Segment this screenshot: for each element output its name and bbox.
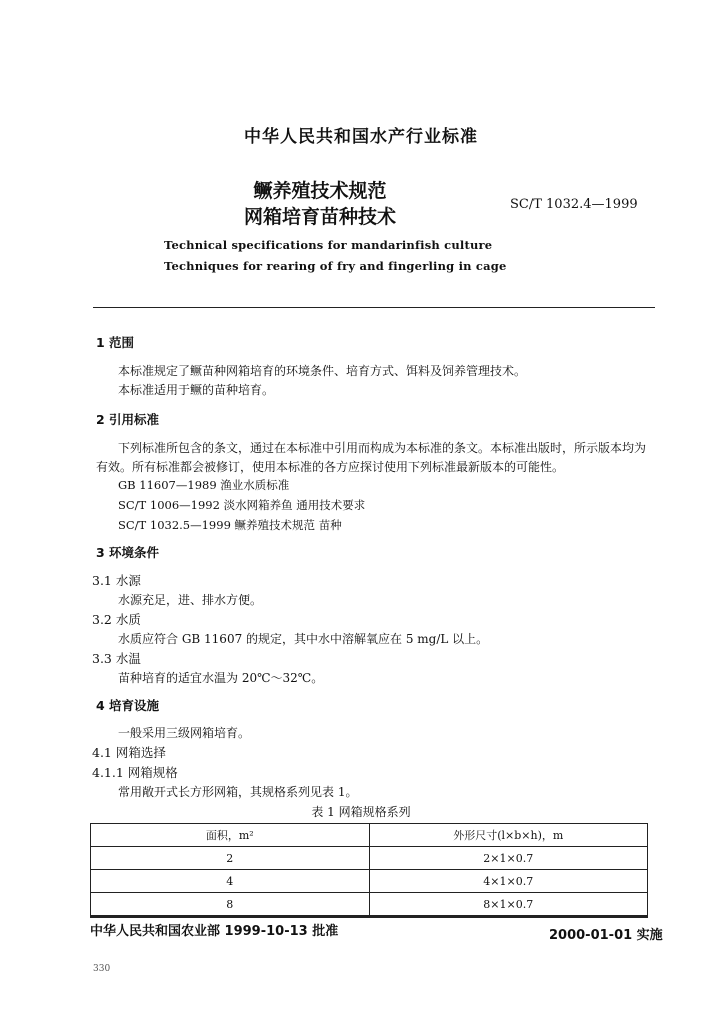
english-title-line2: Techniques for rearing of fry and fingerling in cage [164,259,507,273]
net-cage-spec-table [90,823,648,916]
table-cell: 2×1×0.7 [369,847,648,870]
section-2-heading: 2 引用标准 [96,412,160,427]
section-4-1-heading: 4.1 网箱选择 [92,745,166,760]
table-row [91,870,648,893]
reference-item: GB 11607—1989 渔业水质标准 [118,478,290,492]
section-4-heading: 4 培育设施 [96,698,160,713]
section-4-1-1-heading: 4.1.1 网箱规格 [92,765,178,780]
table-row [91,847,648,870]
table-row [91,893,648,916]
section-3-heading: 3 环境条件 [96,545,160,560]
document-title-line2: 网箱培育苗种技术 [243,206,396,228]
table-caption: 表 1 网箱规格系列 [311,805,411,819]
table-cell: 2 [91,847,370,870]
section-3-3-heading: 3.3 水温 [92,651,141,666]
section-3-3-text: 苗种培育的适宜水温为 20℃～32℃。 [118,671,324,685]
table-header-area: 面积，m² [91,824,370,847]
section-3-1-text: 水源充足，进、排水方便。 [118,593,263,607]
table-cell: 8×1×0.7 [369,893,648,916]
footer-divider [90,916,648,918]
section-3-2-text: 水质应符合 GB 11607 的规定，其中水中溶解氧应在 5 mg/L 以上。 [118,632,489,646]
section-1-heading: 1 范围 [96,335,135,350]
english-title-line1: Technical specifications for mandarinfish culture [164,238,493,252]
section-2-paragraph: 下列标准所包含的条文，通过在本标准中引用而构成为本标准的条文。本标准出版时，所示版本均为有效。所有标准都会被修订，使用本标准的各方应探讨使用下列标准最新版本的可能性。 [96,441,647,474]
standard-code: SC/T 1032.4—1999 [510,197,638,212]
section-4-paragraph: 一般采用三级网箱培育。 [118,726,251,740]
table-cell: 4×1×0.7 [369,870,648,893]
header-divider [93,307,655,308]
section-3-2-heading: 3.2 水质 [92,612,141,627]
reference-item: SC/T 1006—1992 淡水网箱养鱼 通用技术要求 [118,498,366,512]
section-3-1-heading: 3.1 水源 [92,573,141,588]
document-title-line1: 鳜养殖技术规范 [253,180,387,202]
table-header-row [91,824,648,847]
reference-item: SC/T 1032.5—1999 鳜养殖技术规范 苗种 [118,518,342,532]
section-1-paragraph-1: 本标准规定了鳜苗种网箱培育的环境条件、培育方式、饵料及饲养管理技术。 [118,364,527,378]
standard-category: 中华人民共和国水产行业标准 [244,127,478,147]
page-number: 330 [93,964,111,974]
table-cell: 4 [91,870,370,893]
implementation-date: 2000-01-01 实施 [549,928,663,943]
table-header-dimensions: 外形尺寸(l×b×h)，m [369,824,648,847]
section-1-paragraph-2: 本标准适用于鳜的苗种培育。 [118,383,275,397]
table-cell: 8 [91,893,370,916]
section-4-1-1-text: 常用敞开式长方形网箱，其规格系列见表 1。 [118,785,358,799]
approval-line: 中华人民共和国农业部 1999-10-13 批准 [90,924,339,939]
